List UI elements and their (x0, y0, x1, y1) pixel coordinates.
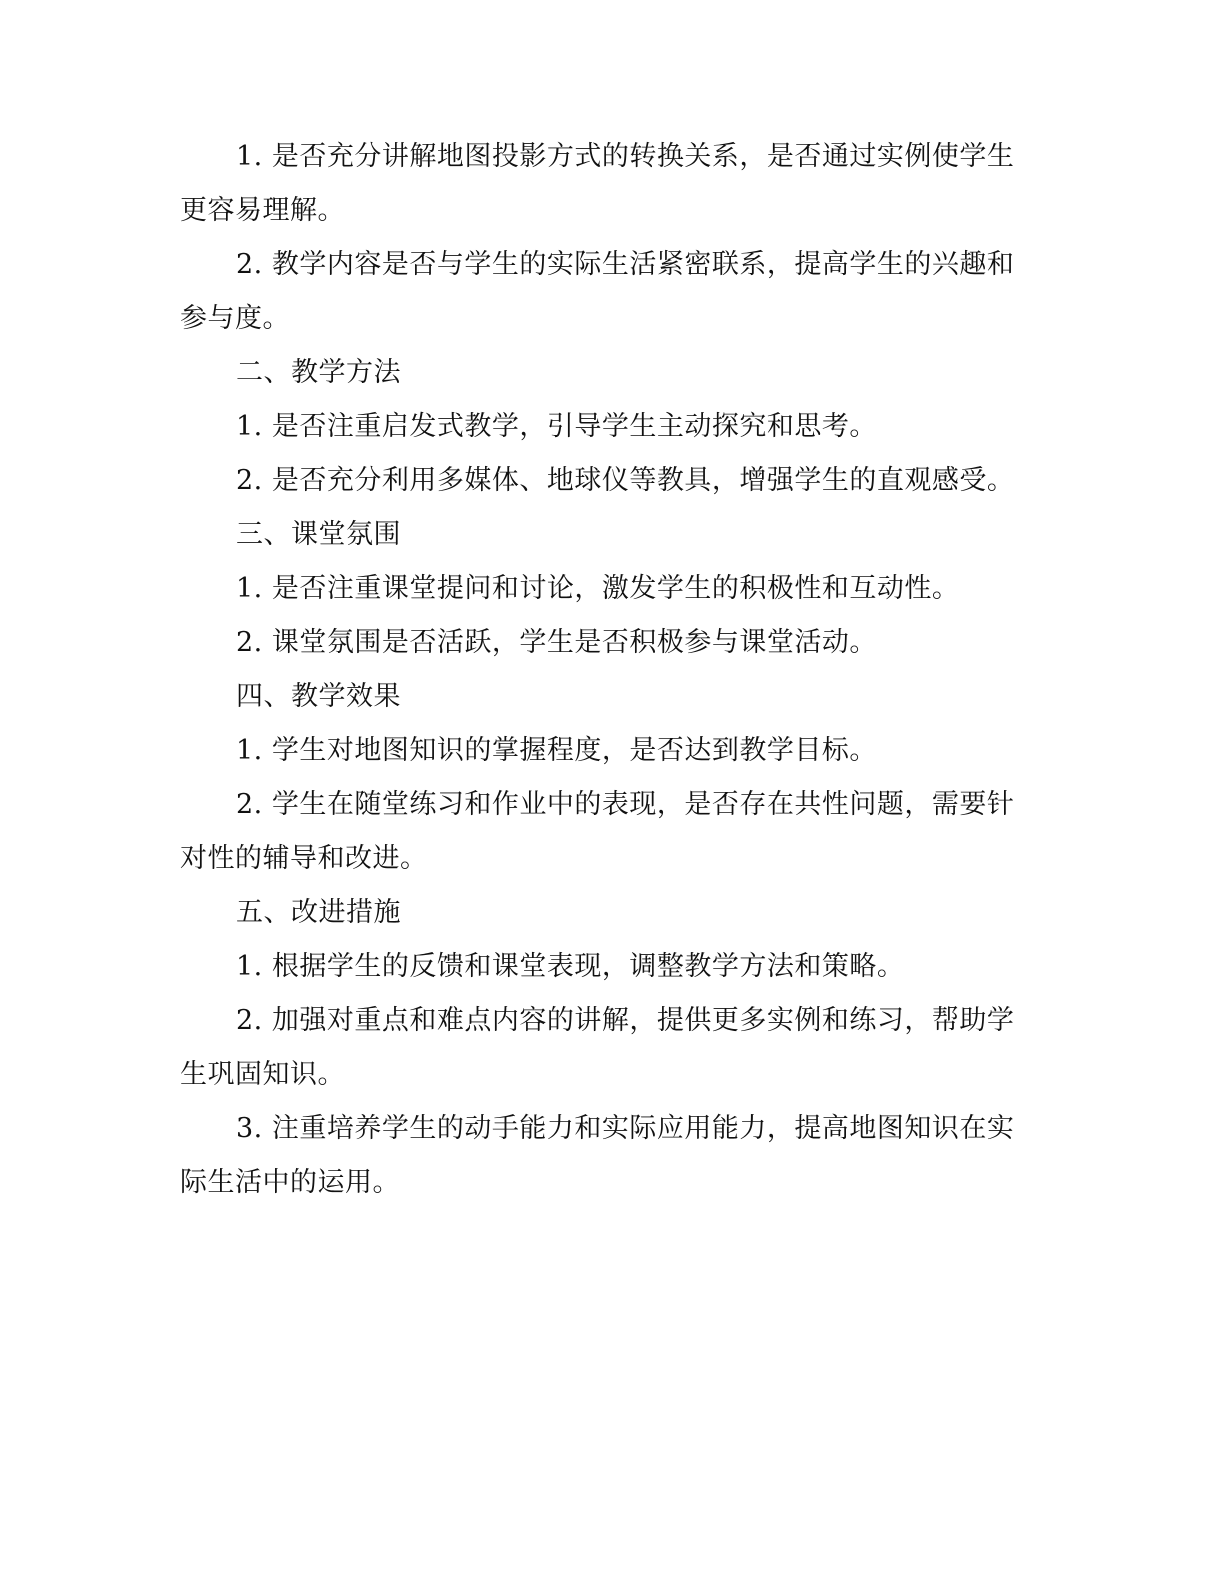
paragraph-improvement-key-points: 2. 加强对重点和难点内容的讲解，提供更多实例和练习，帮助学生巩固知识。 (180, 1005, 1015, 1090)
paragraph-content-real-life: 2. 教学内容是否与学生的实际生活紧密联系，提高学生的兴趣和参与度。 (180, 249, 1015, 334)
section-heading-classroom-atmosphere: 三、课堂氛围 (236, 519, 401, 550)
paragraph-improvement-feedback: 1. 根据学生的反馈和课堂表现，调整教学方法和策略。 (236, 951, 905, 982)
document-body (180, 130, 1026, 1210)
paragraph-effect-mastery: 1. 学生对地图知识的掌握程度，是否达到教学目标。 (236, 735, 877, 766)
section-heading-improvement: 五、改进措施 (236, 897, 401, 928)
section-heading-teaching-methods: 二、教学方法 (236, 357, 401, 388)
paragraph-methods-multimedia: 2. 是否充分利用多媒体、地球仪等教具，增强学生的直观感受。 (236, 465, 1015, 496)
section-heading-teaching-effect: 四、教学效果 (236, 681, 401, 712)
paragraph-methods-heuristic: 1. 是否注重启发式教学，引导学生主动探究和思考。 (236, 411, 877, 442)
paragraph-atmosphere-questions: 1. 是否注重课堂提问和讨论，激发学生的积极性和互动性。 (236, 573, 960, 604)
paragraph-improvement-practical: 3. 注重培养学生的动手能力和实际应用能力，提高地图知识在实际生活中的运用。 (180, 1113, 1015, 1198)
paragraph-content-projection: 1. 是否充分讲解地图投影方式的转换关系，是否通过实例使学生更容易理解。 (180, 141, 1015, 226)
paragraph-atmosphere-active: 2. 课堂氛围是否活跃，学生是否积极参与课堂活动。 (236, 627, 877, 658)
paragraph-effect-homework: 2. 学生在随堂练习和作业中的表现，是否存在共性问题，需要针对性的辅导和改进。 (180, 789, 1015, 874)
